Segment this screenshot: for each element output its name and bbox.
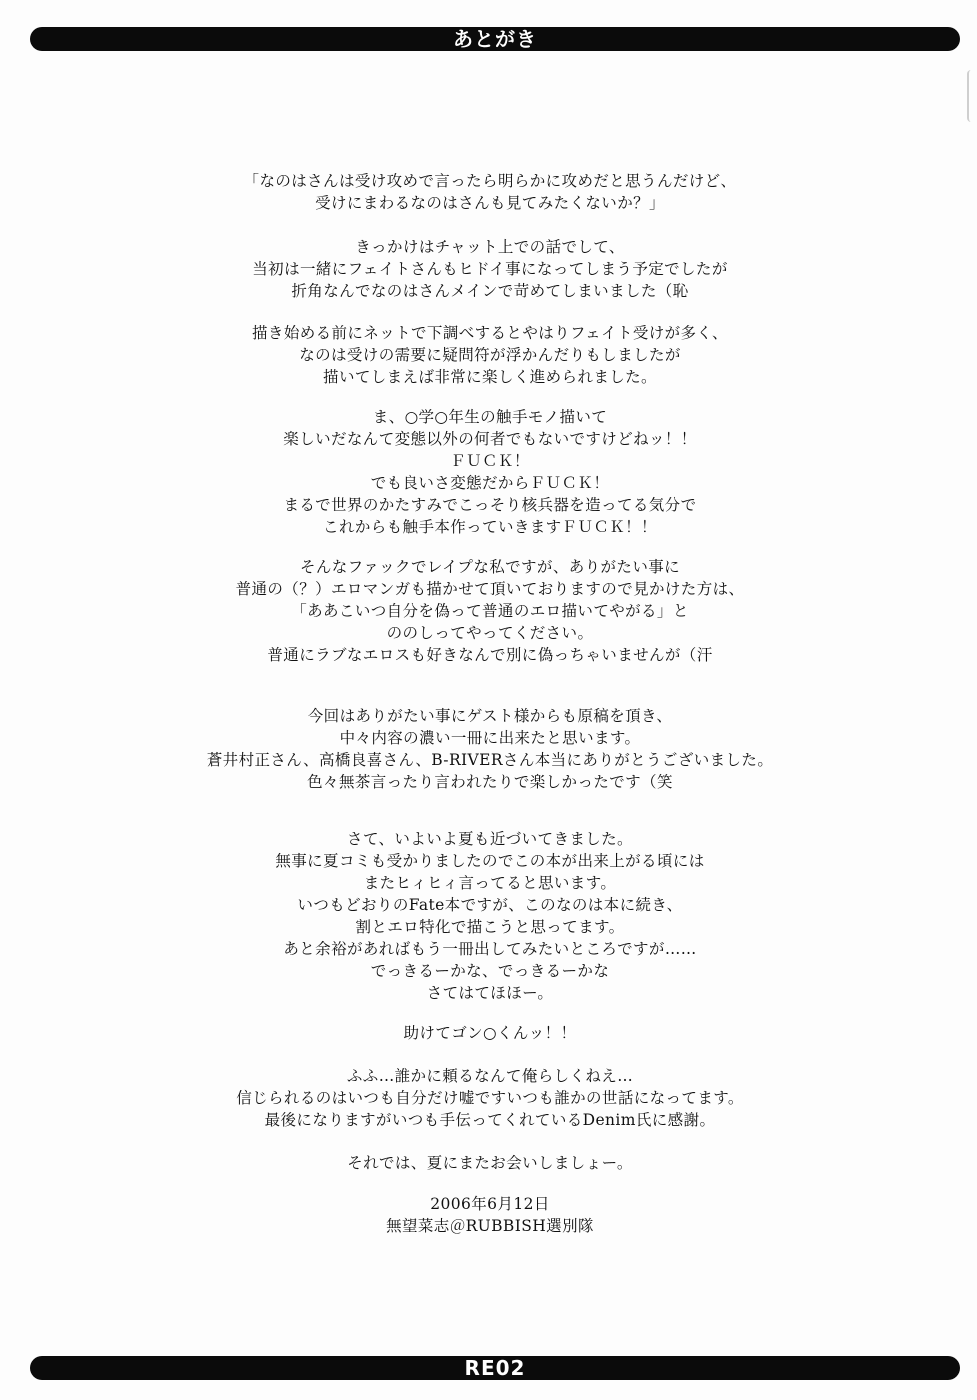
paragraph-line: ののしってやってください。 bbox=[386, 624, 594, 642]
paragraph-line: 「ああこいつ自分を偽って普通のエロ描いてやがる」と bbox=[291, 602, 689, 620]
paragraph-line: あと余裕があればもう一冊出してみたいところですが…… bbox=[283, 940, 697, 958]
paragraph-line: 楽しいだなんて変態以外の何者でもないですけどねッ！！ bbox=[283, 430, 697, 448]
paragraph-line: でも良いさ変態だからＦＵＣＫ！ bbox=[370, 474, 610, 492]
paragraph-line: そんなファックでレイプな私ですが、ありがたい事に bbox=[299, 558, 681, 576]
paragraph-line: 「なのはさんは受け攻めで言ったら明らかに攻めだと思うんだけど、 bbox=[243, 172, 737, 190]
paragraph-line: これからも触手本作っていきますＦＵＣＫ！！ bbox=[323, 518, 657, 536]
paragraph-9 bbox=[60, 1065, 920, 1131]
paragraph-10 bbox=[60, 1152, 920, 1174]
paragraph-5 bbox=[60, 556, 920, 666]
paragraph-line: いつもどおりのFate本ですが、このなのは本に続き、 bbox=[297, 896, 683, 914]
paragraph-line: 折角なんでなのはさんメインで苛めてしまいました（恥 bbox=[291, 282, 689, 300]
paragraph-7 bbox=[60, 828, 920, 1004]
paragraph-1 bbox=[60, 170, 920, 214]
paragraph-line: またヒィヒィ言ってると思います。 bbox=[363, 874, 617, 892]
paragraph-line: 中々内容の濃い一冊に出来たと思います。 bbox=[339, 729, 641, 747]
paragraph-line: 受けにまわるなのはさんも見てみたくないか？」 bbox=[315, 194, 665, 212]
paragraph-8 bbox=[60, 1022, 920, 1044]
paragraph-line: ふふ…誰かに頼るなんて俺らしくねえ… bbox=[346, 1067, 634, 1085]
page-code: RE02 bbox=[464, 1356, 526, 1380]
paragraph-line: 助けてゴン○くんッ！！ bbox=[403, 1024, 577, 1042]
paragraph-line: きっかけはチャット上での話でして、 bbox=[355, 238, 625, 256]
paragraph-line: まるで世界のかたすみでこっそり核兵器を造ってる気分で bbox=[283, 496, 697, 514]
footer-bar bbox=[30, 1356, 960, 1380]
header-bar bbox=[30, 27, 960, 51]
paragraph-line: 蒼井村正さん、高橋良喜さん、B-RIVERさん本当にありがとうございました。 bbox=[206, 751, 774, 769]
author-line: 無望菜志＠RUBBISH選別隊 bbox=[386, 1217, 594, 1235]
paragraph-line: でっきるーかな、でっきるーかな bbox=[370, 962, 610, 980]
paragraph-line: 描き始める前にネットで下調べするとやはりフェイト受けが多く、 bbox=[252, 324, 728, 342]
paragraph-6 bbox=[60, 705, 920, 793]
paragraph-line: それでは、夏にまたお会いしましょー。 bbox=[347, 1154, 633, 1172]
signature-block bbox=[60, 1193, 920, 1237]
paragraph-3 bbox=[60, 322, 920, 388]
paragraph-line: 今回はありがたい事にゲスト様からも原稿を頂き、 bbox=[307, 707, 673, 725]
page-title: あとがき bbox=[453, 27, 537, 51]
paragraph-line: 描いてしまえば非常に楽しく進められました。 bbox=[323, 368, 657, 386]
paragraph-line: 当初は一緒にフェイトさんもヒドイ事になってしまう予定でしたが bbox=[252, 260, 728, 278]
paragraph-4 bbox=[60, 406, 920, 538]
paragraph-2 bbox=[60, 236, 920, 302]
paragraph-line: 無事に夏コミも受かりましたのでこの本が出来上がる頃には bbox=[275, 852, 705, 870]
paragraph-line: なのは受けの需要に疑問符が浮かんだりもしましたが bbox=[299, 346, 681, 364]
paragraph-line: 普通の（？）エロマンガも描かせて頂いておりますので見かけた方は、 bbox=[235, 580, 745, 598]
paragraph-line: 割とエロ特化で描こうと思ってます。 bbox=[355, 918, 625, 936]
date-line: 2006年6月12日 bbox=[430, 1195, 550, 1213]
paragraph-line: 普通にラブなエロスも好きなんで別に偽っちゃいませんが（汗 bbox=[267, 646, 713, 664]
paragraph-line: 最後になりますがいつも手伝ってくれているDenim氏に感謝。 bbox=[264, 1111, 716, 1129]
paragraph-line: さてはてほほー。 bbox=[426, 984, 554, 1002]
paragraph-line: さて、いよいよ夏も近づいてきました。 bbox=[347, 830, 633, 848]
paragraph-line: 信じられるのはいつも自分だけ嘘ですいつも誰かの世話になってます。 bbox=[236, 1089, 744, 1107]
page-edge-mark bbox=[967, 70, 975, 122]
paragraph-line: ま、○学○年生の触手モノ描いて bbox=[372, 408, 608, 426]
paragraph-line: 色々無茶言ったり言われたりで楽しかったです（笑 bbox=[307, 773, 673, 791]
paragraph-line: ＦＵＣＫ！ bbox=[450, 452, 530, 470]
